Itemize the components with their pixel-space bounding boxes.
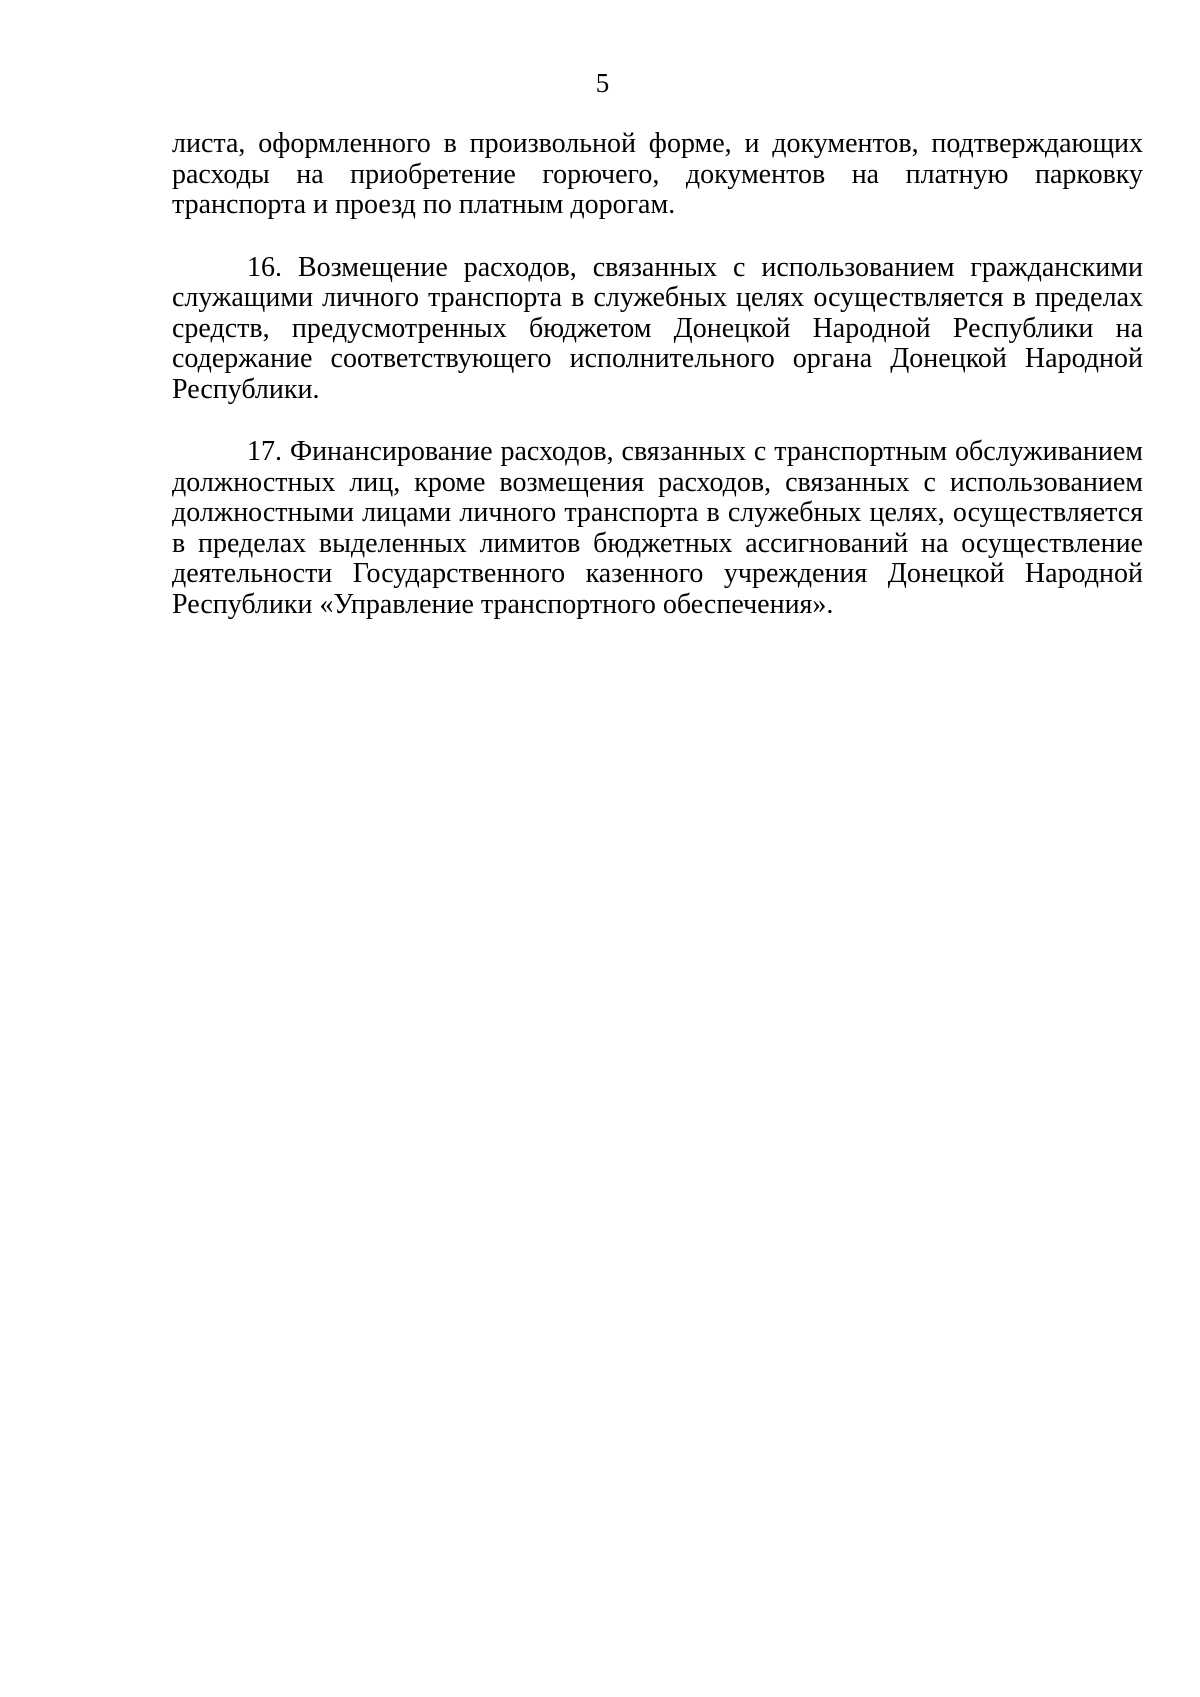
- paragraph-16: 16. Возмещение расходов, связанных с использованием гражданскими служащими личного транспорта в служебных целях осуществляется в пределах средств, предусмотренных бюджетом Донецкой Народной Республики на содержание соответствующего исполнительного органа Донецкой Народной Республики.: [172, 251, 1143, 405]
- paragraph-17: 17. Финансирование расходов, связанных с транспортным обслуживанием должностных лиц, кроме возмещения расходов, связанных с использованием должностными лицами личного транспорта в служебных целях, осуществляется в пределах выделенных лимитов бюджетных ассигнований на осуществление деятельности Государственного казенного учреждения Донецкой Народной Республики «Управление транспортного обеспечения».: [172, 436, 1143, 620]
- page-number: 5: [595, 68, 610, 98]
- document-body: [172, 129, 1143, 620]
- paragraph-continuation: листа, оформленного в произвольной форме, и документов, подтверждающих расходы на приобретение горючего, документов на платную парковку транспорта и проезд по платным дорогам.: [172, 128, 1143, 220]
